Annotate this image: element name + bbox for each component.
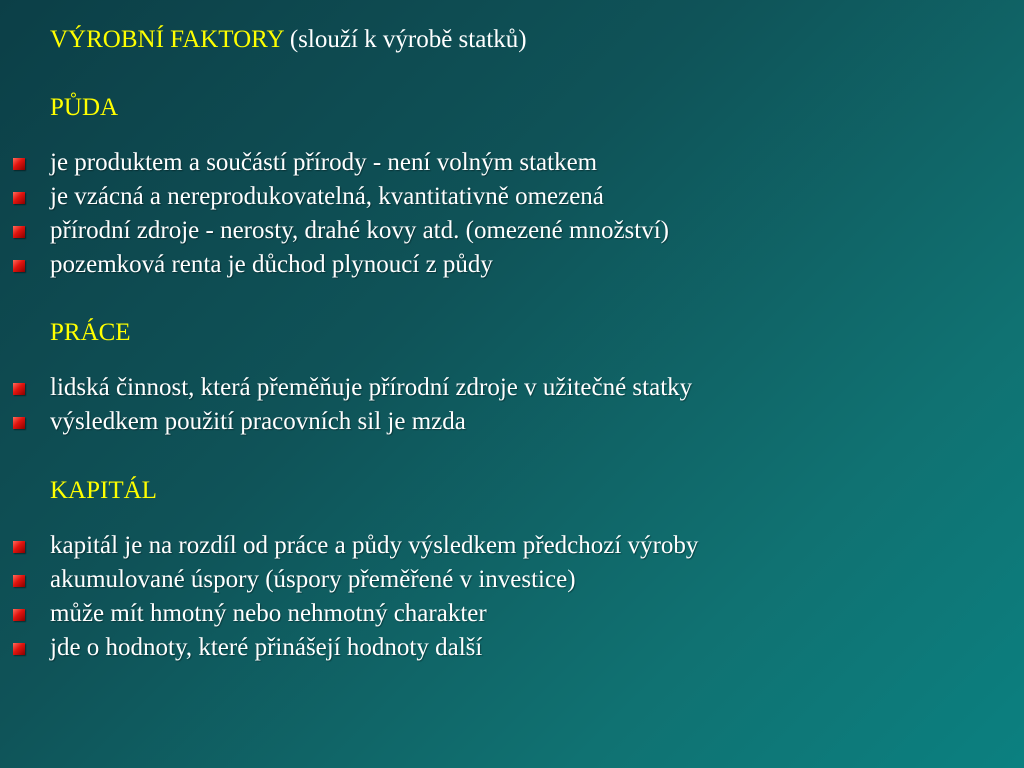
list-item-text: jde o hodnoty, které přinášejí hodnoty další	[50, 634, 483, 661]
list-item	[0, 564, 698, 598]
section-list-prace	[0, 372, 692, 440]
square-bullet-icon	[13, 643, 25, 655]
section-heading-puda: PŮDA	[50, 94, 119, 121]
square-bullet-icon	[13, 383, 25, 395]
section-heading-prace: PRÁCE	[50, 319, 131, 346]
section-list-puda	[0, 147, 669, 283]
list-item-text: kapitál je na rozdíl od práce a půdy výsledkem předchozí výroby	[50, 532, 699, 559]
list-item	[0, 598, 698, 632]
list-item	[0, 372, 692, 406]
list-item	[0, 530, 698, 564]
list-item	[0, 215, 669, 249]
square-bullet-icon	[13, 158, 25, 170]
list-item	[0, 249, 669, 283]
list-item-text: akumulované úspory (úspory přeměřené v investice)	[50, 566, 576, 593]
list-item-text: přírodní zdroje - nerosty, drahé kovy atd. (omezené množství)	[50, 217, 670, 244]
square-bullet-icon	[13, 541, 25, 553]
slide-title-subtitle: (slouží k výrobě statků)	[289, 26, 527, 53]
square-bullet-icon	[13, 417, 25, 429]
list-item-text: je produktem a součástí přírody - není volným statkem	[50, 149, 598, 176]
list-item-text: výsledkem použití pracovních sil je mzda	[50, 408, 466, 435]
list-item-text: pozemková renta je důchod plynoucí z půdy	[50, 251, 493, 278]
slide-title-main: VÝROBNÍ FAKTORY	[50, 26, 284, 53]
section-heading-kapital: KAPITÁL	[50, 477, 157, 504]
list-item-text: může mít hmotný nebo nehmotný charakter	[50, 600, 487, 627]
square-bullet-icon	[13, 575, 25, 587]
list-item-text: lidská činnost, která přeměňuje přírodní zdroje v užitečné statky	[50, 374, 693, 401]
list-item	[0, 406, 692, 440]
section-list-kapital	[0, 530, 698, 666]
list-item	[0, 632, 698, 666]
list-item	[0, 181, 669, 215]
slide-title	[50, 24, 527, 56]
square-bullet-icon	[13, 226, 25, 238]
square-bullet-icon	[13, 192, 25, 204]
list-item	[0, 147, 669, 181]
square-bullet-icon	[13, 609, 25, 621]
square-bullet-icon	[13, 260, 25, 272]
list-item-text: je vzácná a nereprodukovatelná, kvantitativně omezená	[50, 183, 604, 210]
